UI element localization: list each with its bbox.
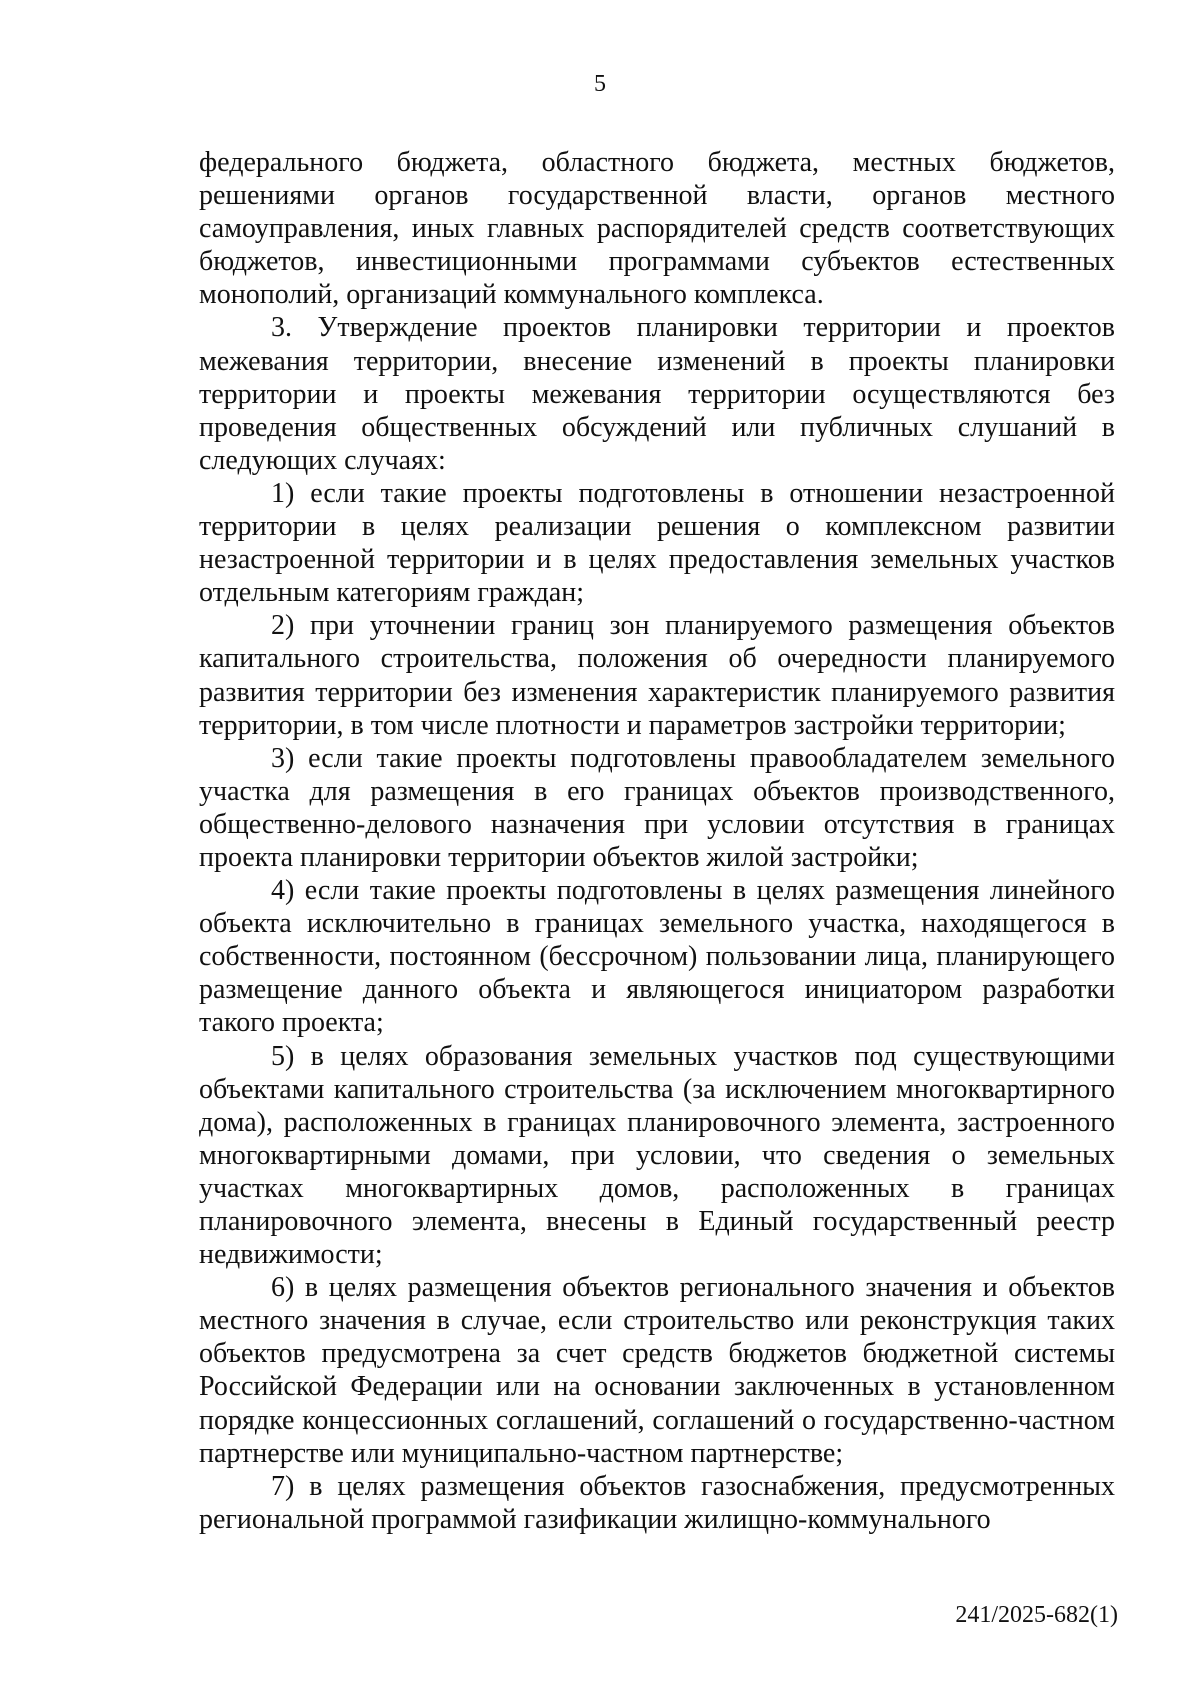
page-number: 5 — [594, 71, 606, 97]
paragraph-clause-3: 3. Утверждение проектов планировки территории и проектов межевания территории, внесение изменений в проекты планировки территории и проекты межевания территории осуществляются без проведения общественных обсуждений или публичных слушаний в следующих случаях: — [199, 312, 1115, 476]
list-item-4: 4) если такие проекты подготовлены в целях размещения линейного объекта исключительно в границах земельного участка, находящегося в собственности, постоянном (бессрочном) пользовании лица, планирующего размещение данного объекта и являющегося инициатором разработки такого проекта; — [199, 875, 1115, 1039]
list-item-6: 6) в целях размещения объектов регионального значения и объектов местного значения в случае, если строительство или реконструкция таких объектов предусмотрена за счет средств бюджетов бюджетной системы Российской Федерации или на основании заключенных в установленном порядке концессионных соглашений, соглашений о государственно-частном партнерстве или муниципально-частном партнерстве; — [199, 1272, 1115, 1469]
list-item-7: 7) в целях размещения объектов газоснабжения, предусмотренных региональной программой газификации жилищно-коммунального — [199, 1470, 1115, 1535]
list-item-3: 3) если такие проекты подготовлены правообладателем земельного участка для размещения в его границах объектов производственного, общественно-делового назначения при условии отсутствия в границах проекта планировки территории объектов жилой застройки; — [199, 742, 1115, 873]
document-body — [199, 146, 1115, 1536]
paragraph-continuation: федерального бюджета, областного бюджета, местных бюджетов, решениями органов государственной власти, органов местного самоуправления, иных главных распорядителей средств соответствующих бюджетов, инвестиционными программами субъектов естественных монополий, организаций коммунального комплекса. — [199, 147, 1115, 311]
list-item-5: 5) в целях образования земельных участков под существующими объектами капитального строительства (за исключением многоквартирного дома), расположенных в границах планировочного элемента, застроенного многоквартирными домами, при условии, что сведения о земельных участках многоквартирных домов, расположенных в границах планировочного элемента, внесены в Единый государственный реестр недвижимости; — [199, 1040, 1115, 1271]
list-item-2: 2) при уточнении границ зон планируемого размещения объектов капитального строительства, положения об очередности планируемого развития территории без изменения характеристик планируемого развития территории, в том числе плотности и параметров застройки территории; — [199, 610, 1115, 741]
list-item-1: 1) если такие проекты подготовлены в отношении незастроенной территории в целях реализации решения о комплексном развитии незастроенной территории и в целях предоставления земельных участков отдельным категориям граждан; — [199, 477, 1115, 609]
document-id: 241/2025-682(1) — [955, 1602, 1118, 1628]
